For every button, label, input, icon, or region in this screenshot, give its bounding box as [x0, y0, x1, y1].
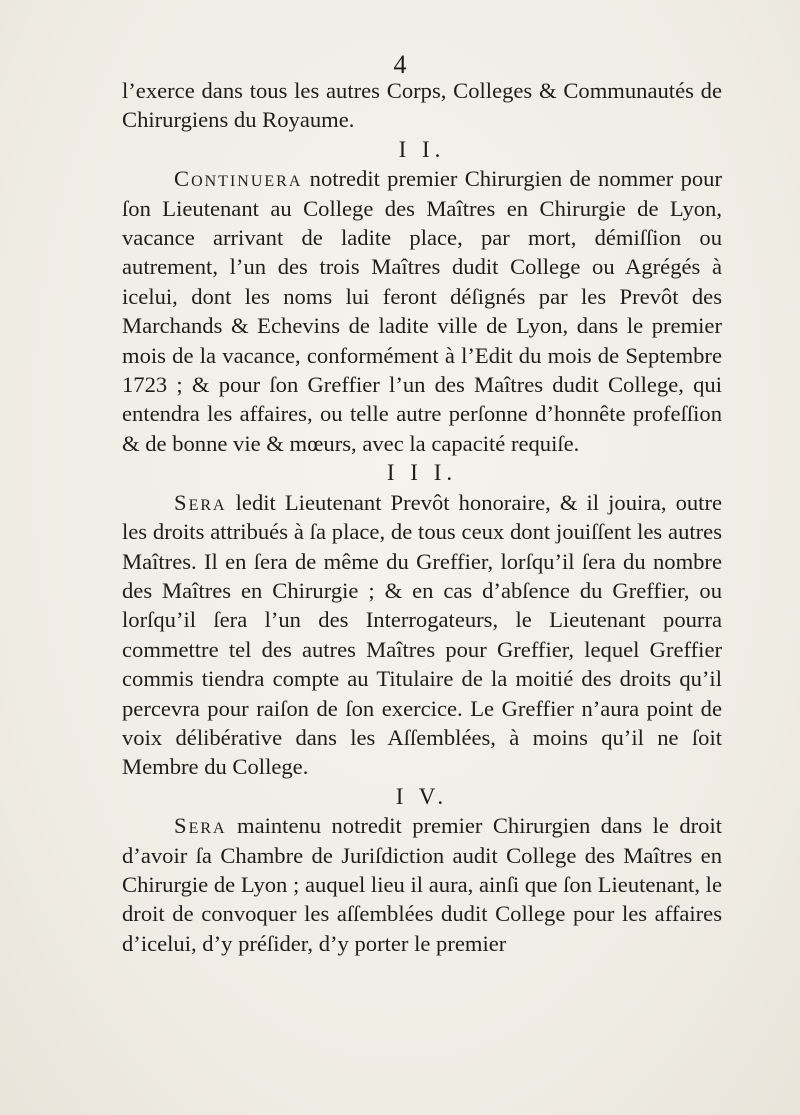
article-heading-3: I I I.	[386, 460, 458, 486]
body-text	[122, 76, 722, 958]
paragraph-4	[122, 811, 722, 958]
paragraph-3-body: ledit Lieutenant Prevôt honoraire, & il jouira, outre les droits attribués à ſa place, de tous ceux dont jouiſſent les autres Maîtres. Il en ſera de même du Greffier, lorſqu’il ſera du nombre des Maîtres en Chirurgie ; & en cas d’abſence du Greffier, ou lorſqu’il ſera l’un des Interrogateurs, le Lieutenant pourra commettre tel des autres Maîtres pour Greffier, lequel Greffier commis tiendra compte au Titulaire de la moitié des droits qu’il percevra pour raiſon de ſon exercice. Le Greffier n’aura point de voix délibérative dans les Aſſemblées, à moins qu’il ne ſoit Membre du College.	[122, 489, 722, 780]
paragraph-3-lead: Sera	[174, 489, 227, 515]
paragraph-4-lead: Sera	[174, 813, 227, 839]
page-number: 4	[393, 50, 407, 79]
article-heading-4: I V.	[395, 783, 449, 809]
article-heading-2: I I.	[398, 136, 446, 162]
paragraph-2-body: notredit premier Chirurgien de nommer pour ſon Lieutenant au College des Maîtres en Chirurgie de Lyon, vacance arrivant de ladite place, par mort, démiſſion ou autrement, l’un des trois Maîtres dudit College ou Agrégés à icelui, dont les noms lui feront déſignés par les Prevôt des Marchands & Echevins de ladite ville de Lyon, dans le premier mois de la vacance, conformément à l’Edit du mois de Septembre 1723 ; & pour ſon Greffier l’un des Maîtres dudit College, qui entendra les affaires, ou telle autre perſonne d’honnête profeſſion & de bonne vie & mœurs, avec la capacité requiſe.	[122, 166, 722, 456]
paragraph-2	[122, 164, 722, 458]
paragraph-1: l’exerce dans tous les autres Corps, Colleges & Communautés de Chirurgiens du Royaume.	[122, 78, 722, 133]
paragraph-4-body: maintenu notredit premier Chirurgien dans le droit d’avoir ſa Chambre de Juriſdiction audit College des Maîtres en Chirurgie de Lyon ; auquel lieu il aura, ainſi que ſon Lieutenant, le droit de convoquer les aſſemblées dudit College pour les affaires d’icelui, d’y préſider, d’y porter le premier	[122, 813, 722, 956]
paragraph-3	[122, 488, 722, 782]
paragraph-2-lead: Continuera	[174, 166, 303, 192]
